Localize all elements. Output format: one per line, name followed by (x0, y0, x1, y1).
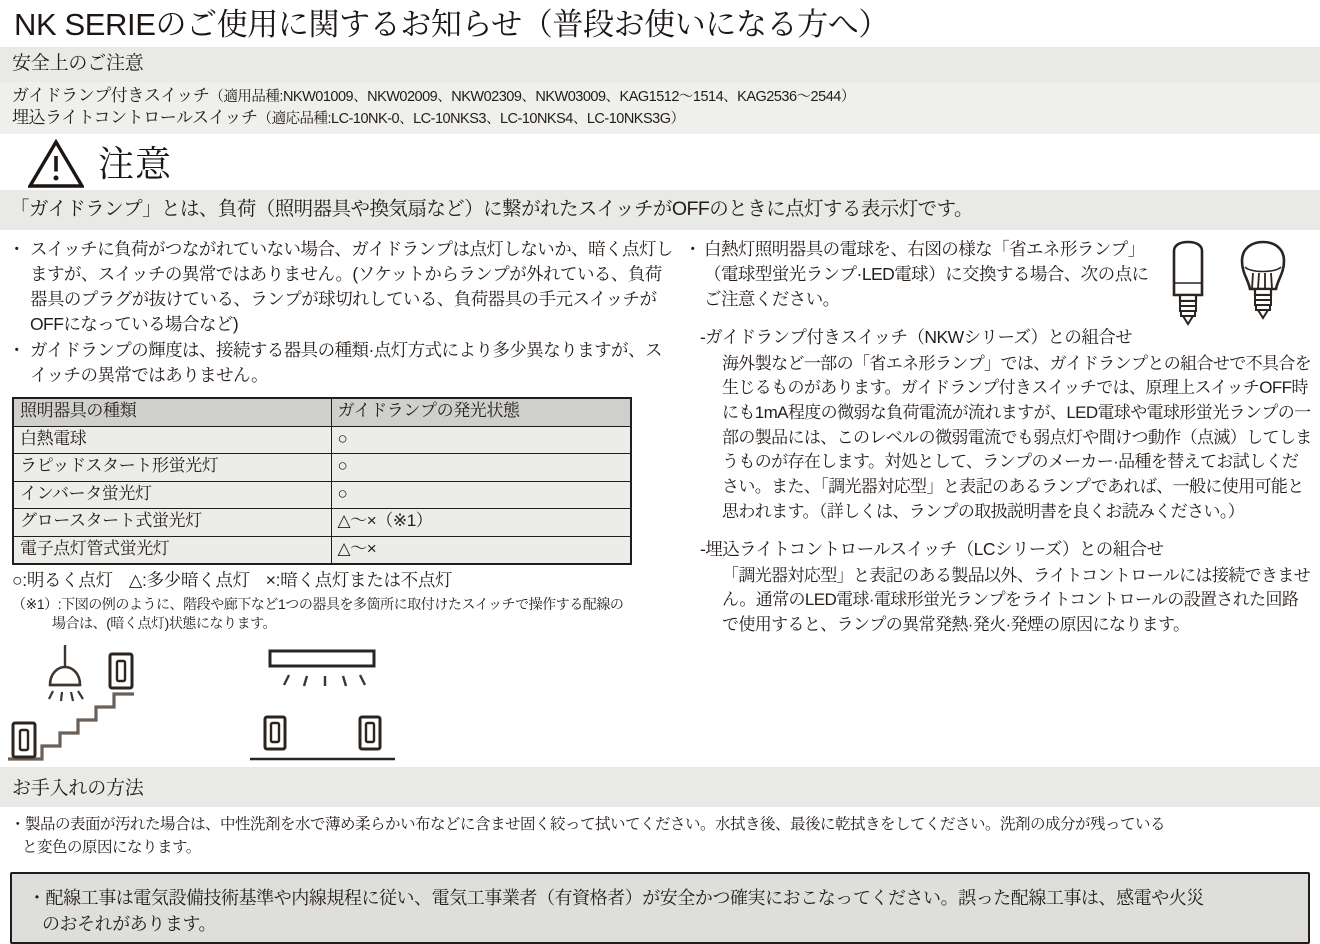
column-header-fixture-type: 照明器具の種類 (13, 398, 331, 426)
list-item: ・ スイッチに負荷がつながれていない場合、ガイドランプは点灯しないか、暗く点灯しますが、スイッチの異常ではありません。(ソケットからランプが外れている、負荷器具のプラグが抜けている、ランプが球切れしている、負荷器具の手元スイッチがOFFになっている場合など) (8, 237, 678, 337)
footnote-line-1: （※1）:下図の例のように、階段や廊下など1つの器具を多箇所に取付けたスイッチで操作する配線の (12, 595, 624, 612)
cell-fixture-type: 電子点灯管式蛍光灯 (13, 536, 331, 564)
cell-lamp-state: ○ (331, 454, 631, 481)
maintenance-line-1: ・製品の表面が汚れた場合は、中性洗剤を水で薄め柔らかい布などに含ませ固く絞って拭いてください。水拭き後、最後に乾拭きをしてください。洗剤の成分が残っている (10, 816, 1166, 834)
section-header-maintenance: お手入れの方法 (0, 767, 1320, 807)
model-line-light-control-switch (12, 107, 1320, 130)
cell-lamp-state: △〜×（※1） (331, 509, 631, 536)
cell-fixture-type: ラピッドスタート形蛍光灯 (13, 454, 331, 481)
warning-line-1: ・配線工事は電気設備技術基準や内線規程に従い、電気工事業者（有資格者）が安全かつ確実におこなってください。誤った配線工事は、感電や火災 (28, 887, 1204, 908)
legend-triangle: △:多少暗く点灯 (128, 569, 250, 590)
cell-fixture-type: インバータ蛍光灯 (13, 481, 331, 508)
guide-lamp-state-table-wrap (12, 397, 632, 565)
cell-lamp-state: △〜× (331, 536, 631, 564)
caution-label: 注意 (98, 142, 173, 184)
table-row (13, 454, 631, 481)
switch-plate-icon (13, 723, 35, 757)
switch-plate-icon (360, 717, 380, 749)
guide-lamp-state-table (12, 397, 632, 565)
model-line-name: ガイドランプ付きスイッチ (12, 85, 210, 105)
model-line-guide-lamp-switch (12, 85, 1320, 108)
caution-heading (0, 134, 1320, 190)
table-body (13, 426, 631, 564)
maintenance-line-2: と変色の原因になります。 (22, 839, 201, 857)
table-row (13, 536, 631, 564)
footnote-line-2: 場合は、(暗く点灯)状態になります。 (52, 614, 277, 631)
table-row (13, 426, 631, 453)
switch-plate-icon (110, 654, 132, 688)
page-title: NK SERIEのご使用に関するお知らせ（普段お使いになる方へ） (14, 7, 889, 42)
right-bullet-list (678, 237, 1320, 312)
content-columns (0, 230, 1320, 767)
section-header-safety: 安全上のご注意 (0, 47, 1320, 82)
subsection-heading-nkw: -ガイドランプ付きスイッチ（NKWシリーズ）との組合せ (700, 327, 1133, 348)
switch-plate-icon (265, 717, 285, 749)
table-legend (12, 569, 678, 593)
cell-fixture-type: グロースタート式蛍光灯 (13, 509, 331, 536)
table-footnote (12, 595, 678, 634)
cell-lamp-state: ○ (331, 426, 631, 453)
legend-cross: ×:暗く点灯または不点灯 (265, 569, 453, 590)
cell-lamp-state: ○ (331, 481, 631, 508)
electrical-work-warning-box (10, 872, 1310, 944)
applicable-models-block (0, 82, 1320, 134)
list-item: ・ ガイドランプの輝度は、接続する器具の種類·点灯方式により多少異なりますが、スイッチの異常ではありません。 (8, 338, 678, 388)
left-bullet-list (0, 237, 678, 388)
table-header-row (13, 398, 631, 426)
legend-circle: ○:明るく点灯 (12, 569, 113, 590)
maintenance-body (0, 807, 1320, 860)
model-line-codes: （適用品種:NKW01009、NKW02009、NKW02309、NKW03009、KAG1512〜1514、KAG2536〜2544） (209, 88, 855, 105)
table-row (13, 509, 631, 536)
subsection-body-lc: 「調光器対応型」と表記のある製品以外、ライトコントロールには接続できません。通常のLED電球·電球形蛍光ランプをライトコントロールの設置された回路で使用すると、ランプの異常発熱·発火·発煙の原因になります。 (722, 565, 1311, 635)
left-column (0, 237, 678, 767)
column-header-lamp-state: ガイドランプの発光状態 (331, 398, 631, 426)
table-row (13, 481, 631, 508)
wiring-diagrams (0, 639, 678, 767)
model-line-codes: （適応品種:LC-10NK-0、LC-10NKS3、LC-10NKS4、LC-10NKS3G） (257, 111, 685, 128)
warning-triangle-icon (28, 139, 84, 189)
model-line-name: 埋込ライトコントロールスイッチ (12, 108, 258, 128)
cell-fixture-type: 白熱電球 (13, 426, 331, 453)
subsection-body-nkw: 海外製など一部の「省エネ形ランプ」では、ガイドランプとの組合せで不具合を生じるものがあります。ガイドランプ付きスイッチでは、原理上スイッチOFF時にも1mA程度の微弱な負荷電流が流れますが、LED電球や電球形蛍光ランプの一部の製品には、このレベルの微弱電流でも弱点灯や間けつ動作（点滅）してしまうものが存在します。対処として、ランプのメーカー·品種を替えてお試しください。また、「調光器対応型」と表記のあるランプであれば、一般に使用可能と思われます。（詳しくは、ランプの取扱説明書を良くお読みください。） (722, 353, 1312, 521)
warning-line-2: のおそれがあります。 (42, 913, 217, 934)
subsection-heading-lc: -埋込ライトコントロールスイッチ（LCシリーズ）との組合せ (700, 539, 1164, 560)
list-item: ・ 白熱灯照明器具の電球を、右図の様な「省エネ形ランプ」（電球型蛍光ランプ·LED電球）に交換する場合、次の点にご注意ください。 (684, 237, 1320, 312)
guide-lamp-definition: 「ガイドランプ」とは、負荷（照明器具や換気扇など）に繋がれたスイッチがOFFのときに点灯する表示灯です。 (0, 190, 1320, 230)
right-column (678, 237, 1320, 767)
